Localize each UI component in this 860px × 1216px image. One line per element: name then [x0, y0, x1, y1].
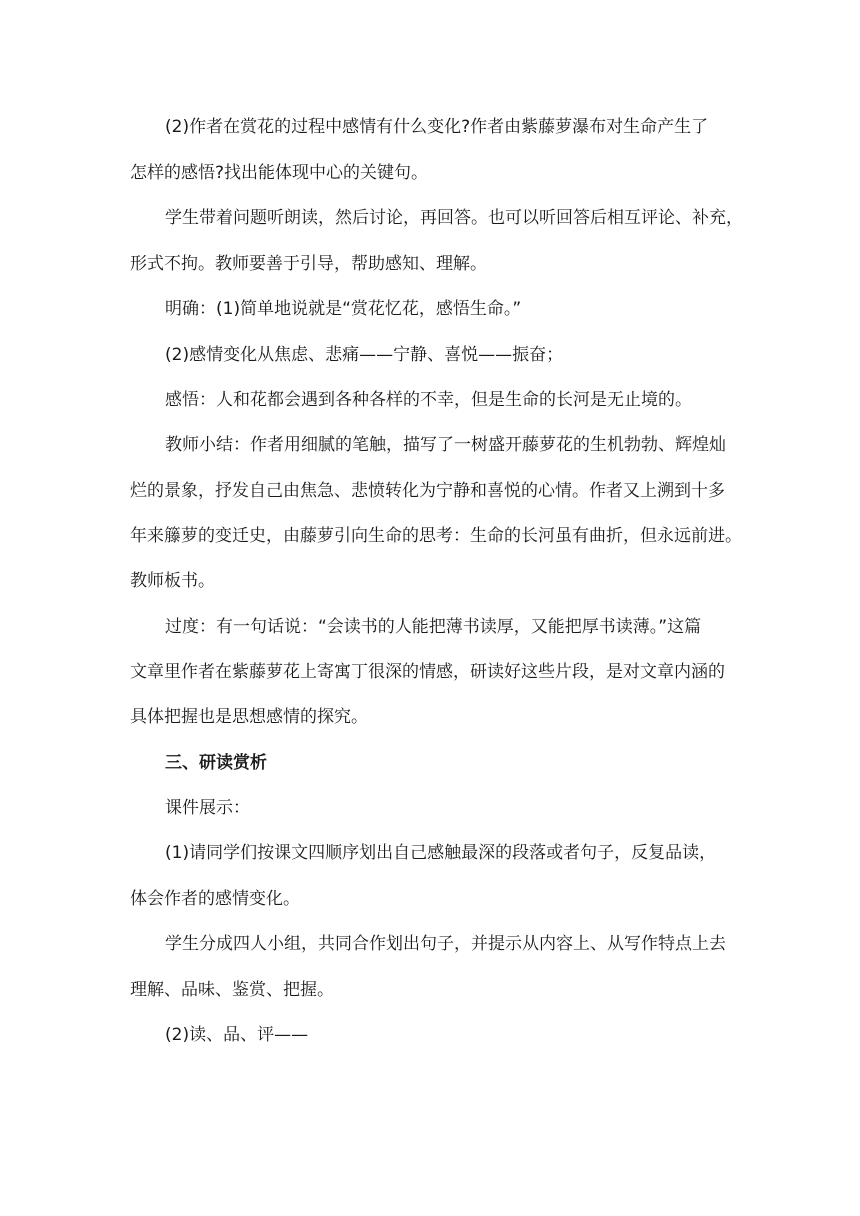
- text-line-group-part2: 理解、品味、鉴赏、把握。: [130, 980, 334, 1000]
- text-line-q2-part1: (2)作者在赏花的过程中感情有什么变化?作者由紫藤萝瀑布对生命产生了: [165, 117, 709, 137]
- text-line-student-part1: 学生带着问题听朗读，然后讨论，再回答。也可以听回答后相互评论、补充，: [165, 208, 743, 228]
- text-line-q2-part2: 怎样的感悟?找出能体现中心的关键句。: [130, 163, 429, 183]
- text-line-student-part2: 形式不拘。教师要善于引导，帮助感知、理解。: [130, 254, 487, 274]
- text-line-insight: 感悟：人和花都会遇到各种各样的不幸，但是生命的长河是无止境的。: [165, 390, 692, 410]
- text-line-transition-part1: 过度：有一句话说：“会读书的人能把薄书读厚，又能把厚书读薄。”这篇: [165, 617, 702, 637]
- text-line-task1-part2: 体会作者的感情变化。: [130, 889, 300, 909]
- text-line-task2: (2)读、品、评——: [165, 1025, 309, 1045]
- text-line-task1-part1: (1)请同学们按课文四顺序划出自己感触最深的段落或者句子，反复品读，: [165, 843, 717, 863]
- text-line-transition-part3: 具体把握也是思想感情的探究。: [130, 707, 368, 727]
- text-line-emotion-change: (2)感情变化从焦虑、悲痛——宁静、喜悦——振奋；: [165, 345, 564, 365]
- text-line-summary-part1: 教师小结：作者用细腻的笔触，描写了一树盛开藤萝花的生机勃勃、辉煌灿: [165, 435, 726, 455]
- text-line-summary-part3: 年来籐萝的变迁史，由藤萝引向生命的思考：生命的长河虽有曲折，但永远前进。: [130, 526, 742, 546]
- text-line-summary-part4: 教师板书。: [130, 571, 215, 591]
- text-line-summary-part2: 烂的景象，抒发自己由焦急、悲愤转化为宁静和喜悦的心情。作者又上溯到十多: [130, 481, 725, 501]
- text-line-courseware: 课件展示：: [165, 798, 250, 818]
- section-heading: 三、研读赏析: [165, 753, 267, 773]
- text-line-group-part1: 学生分成四人小组，共同合作划出句子，并提示从内容上、从写作特点上去: [165, 934, 726, 954]
- text-line-clarify: 明确：(1)简单地说就是“赏花忆花，感悟生命。”: [165, 299, 522, 319]
- text-line-transition-part2: 文章里作者在紫藤萝花上寄寓丁很深的情感，研读好这些片段，是对文章内涵的: [130, 662, 725, 682]
